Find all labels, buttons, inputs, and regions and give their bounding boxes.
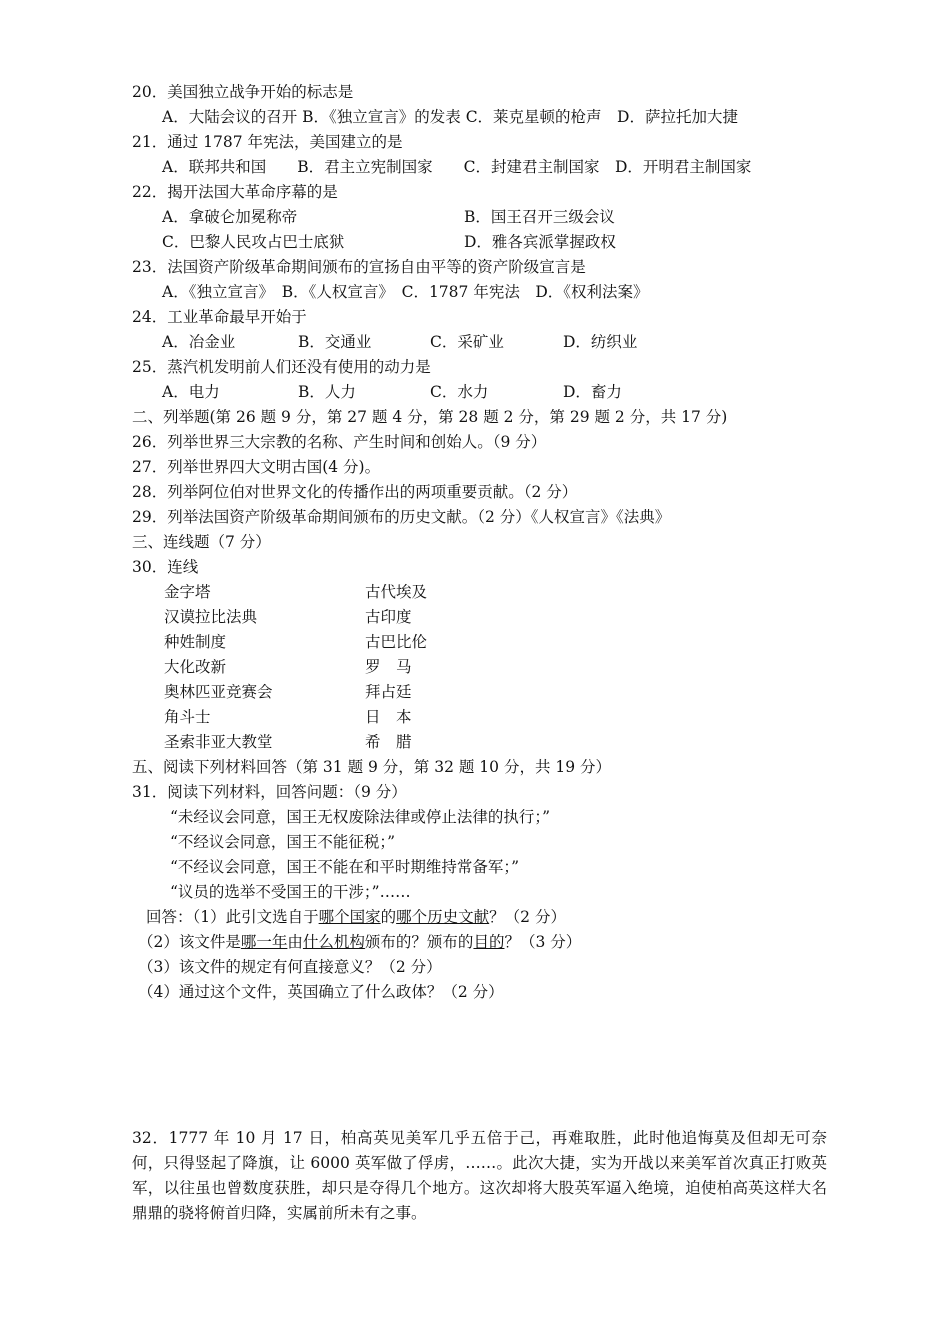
match-right-item: 古代埃及 — [365, 583, 428, 601]
underlined-keyword: 哪个历史文献 — [396, 908, 490, 926]
question-24-stem: 24．工业革命最早开始于 — [132, 308, 307, 326]
quote-line: “不经议会同意，国王不能征税；” — [170, 833, 396, 851]
question-32-passage: 32．1777 年 10 月 17 日，柏高英见美军几乎五倍于己，再难取胜，此时他追悔莫及但却无可奈何，只得竖起了降旗，让 6000 英军做了俘虏，……。此次大捷，实为开战以来美军首次真正打败英军，以往虽也曾数度获胜，却只是夺得几个地方。这次却将大股英军逼入绝境，迫使柏高英这样大名鼎鼎的骁将俯首归降，实属前所未有之事。 — [132, 1129, 827, 1222]
question-21-stem: 21．通过 1787 年宪法，美国建立的是 — [132, 133, 403, 151]
question-21-options: A．联邦共和国 B．君主立宪制国家 C．封建君主制国家 D．开明君主制国家 — [162, 158, 752, 176]
quote-line: “议员的选举不受国王的干涉；”…… — [170, 883, 411, 901]
question-31-stem: 31．阅读下列材料，回答问题：（9 分） — [132, 783, 407, 801]
match-left-item: 汉谟拉比法典 — [164, 608, 258, 626]
underlined-keyword: 目的 — [473, 933, 505, 951]
answer-text: ？（2 分） — [489, 908, 566, 926]
question-24-option-c: C．采矿业 — [430, 333, 504, 351]
question-30: 30．连线 — [132, 558, 199, 576]
answer-prompt-3: （3）该文件的规定有何直接意义？（2 分） — [138, 958, 442, 976]
question-22-stem: 22．揭开法国大革命序幕的是 — [132, 183, 338, 201]
question-26: 26．列举世界三大宗教的名称、产生时间和创始人。（9 分） — [132, 433, 547, 451]
match-right-item: 古巴比伦 — [365, 633, 428, 651]
match-right-item: 希 腊 — [365, 733, 412, 751]
answer-text: 由 — [287, 933, 303, 951]
question-25-option-b: B．人力 — [298, 383, 356, 401]
question-24-option-a: A．冶金业 — [162, 333, 236, 351]
question-25-option-c: C．水力 — [430, 383, 489, 401]
answer-text: 的 — [380, 908, 397, 926]
match-right-item: 拜占廷 — [365, 683, 412, 701]
question-25-option-d: D．畜力 — [563, 383, 622, 401]
question-22-option-b: B．国王召开三级会议 — [464, 208, 615, 226]
underlined-keyword: 什么机构 — [302, 933, 365, 951]
question-24-option-d: D．纺织业 — [563, 333, 638, 351]
underlined-keyword: 哪个国家 — [318, 908, 381, 926]
question-23-options: A．《独立宣言》 B．《人权宣言》 C．1787 年宪法 D．《权利法案》 — [162, 283, 649, 301]
match-right-item: 古印度 — [365, 608, 412, 626]
question-24-option-b: B．交通业 — [298, 333, 372, 351]
answer-text: ？（3 分） — [504, 933, 582, 951]
match-left-item: 种姓制度 — [164, 633, 227, 651]
quote-line: “未经议会同意，国王无权废除法律或停止法律的执行；” — [170, 808, 551, 826]
match-left-item: 圣索非亚大教堂 — [164, 733, 273, 751]
question-27: 27．列举世界四大文明古国(4 分)。 — [132, 458, 381, 476]
answer-prompt-2 — [138, 931, 581, 953]
question-29: 29．列举法国资产阶级革命期间颁布的历史文献。（2 分）《人权宣言》《法典》 — [132, 508, 671, 526]
question-22-option-a: A．拿破仑加冕称帝 — [162, 208, 298, 226]
match-right-item: 日 本 — [365, 708, 412, 726]
section-3-heading: 三、连线题（7 分） — [132, 533, 271, 551]
section-2-heading: 二、列举题(第 26 题 9 分，第 27 题 4 分，第 28 题 2 分，第 29 题 2 分，共 17 分) — [132, 408, 728, 426]
match-left-item: 角斗士 — [164, 708, 211, 726]
quote-line: “不经议会同意，国王不能在和平时期维持常备军；” — [170, 858, 520, 876]
answer-text: 颁布的？颁布的 — [364, 933, 474, 951]
question-23-stem: 23．法国资产阶级革命期间颁布的宣扬自由平等的资产阶级宣言是 — [132, 258, 586, 276]
answer-prompt-1 — [146, 906, 566, 928]
match-left-item: 金字塔 — [164, 583, 211, 601]
section-5-heading: 五、阅读下列材料回答（第 31 题 9 分，第 32 题 10 分，共 19 分） — [132, 758, 612, 776]
question-20-stem: 20．美国独立战争开始的标志是 — [132, 83, 354, 101]
answer-prompt-4: （4）通过这个文件，英国确立了什么政体？（2 分） — [138, 983, 504, 1001]
answer-text: （2）该文件是 — [138, 933, 241, 951]
answer-text: 回答：（1）此引文选自于 — [146, 908, 319, 926]
question-25-stem: 25．蒸汽机发明前人们还没有使用的动力是 — [132, 358, 431, 376]
question-25-option-a: A．电力 — [162, 383, 220, 401]
underlined-keyword: 哪一年 — [240, 933, 288, 951]
match-left-item: 奥林匹亚竞赛会 — [164, 683, 273, 701]
question-22-option-c: C．巴黎人民攻占巴士底狱 — [162, 233, 345, 251]
question-28: 28．列举阿位伯对世界文化的传播作出的两项重要贡献。（2 分） — [132, 483, 578, 501]
match-left-item: 大化改新 — [164, 658, 227, 676]
match-right-item: 罗 马 — [365, 658, 412, 676]
question-20-options: A．大陆会议的召开 B．《独立宣言》的发表 C．莱克星顿的枪声 D．萨拉托加大捷 — [162, 108, 738, 126]
question-22-option-d: D．雅各宾派掌握政权 — [464, 233, 616, 251]
